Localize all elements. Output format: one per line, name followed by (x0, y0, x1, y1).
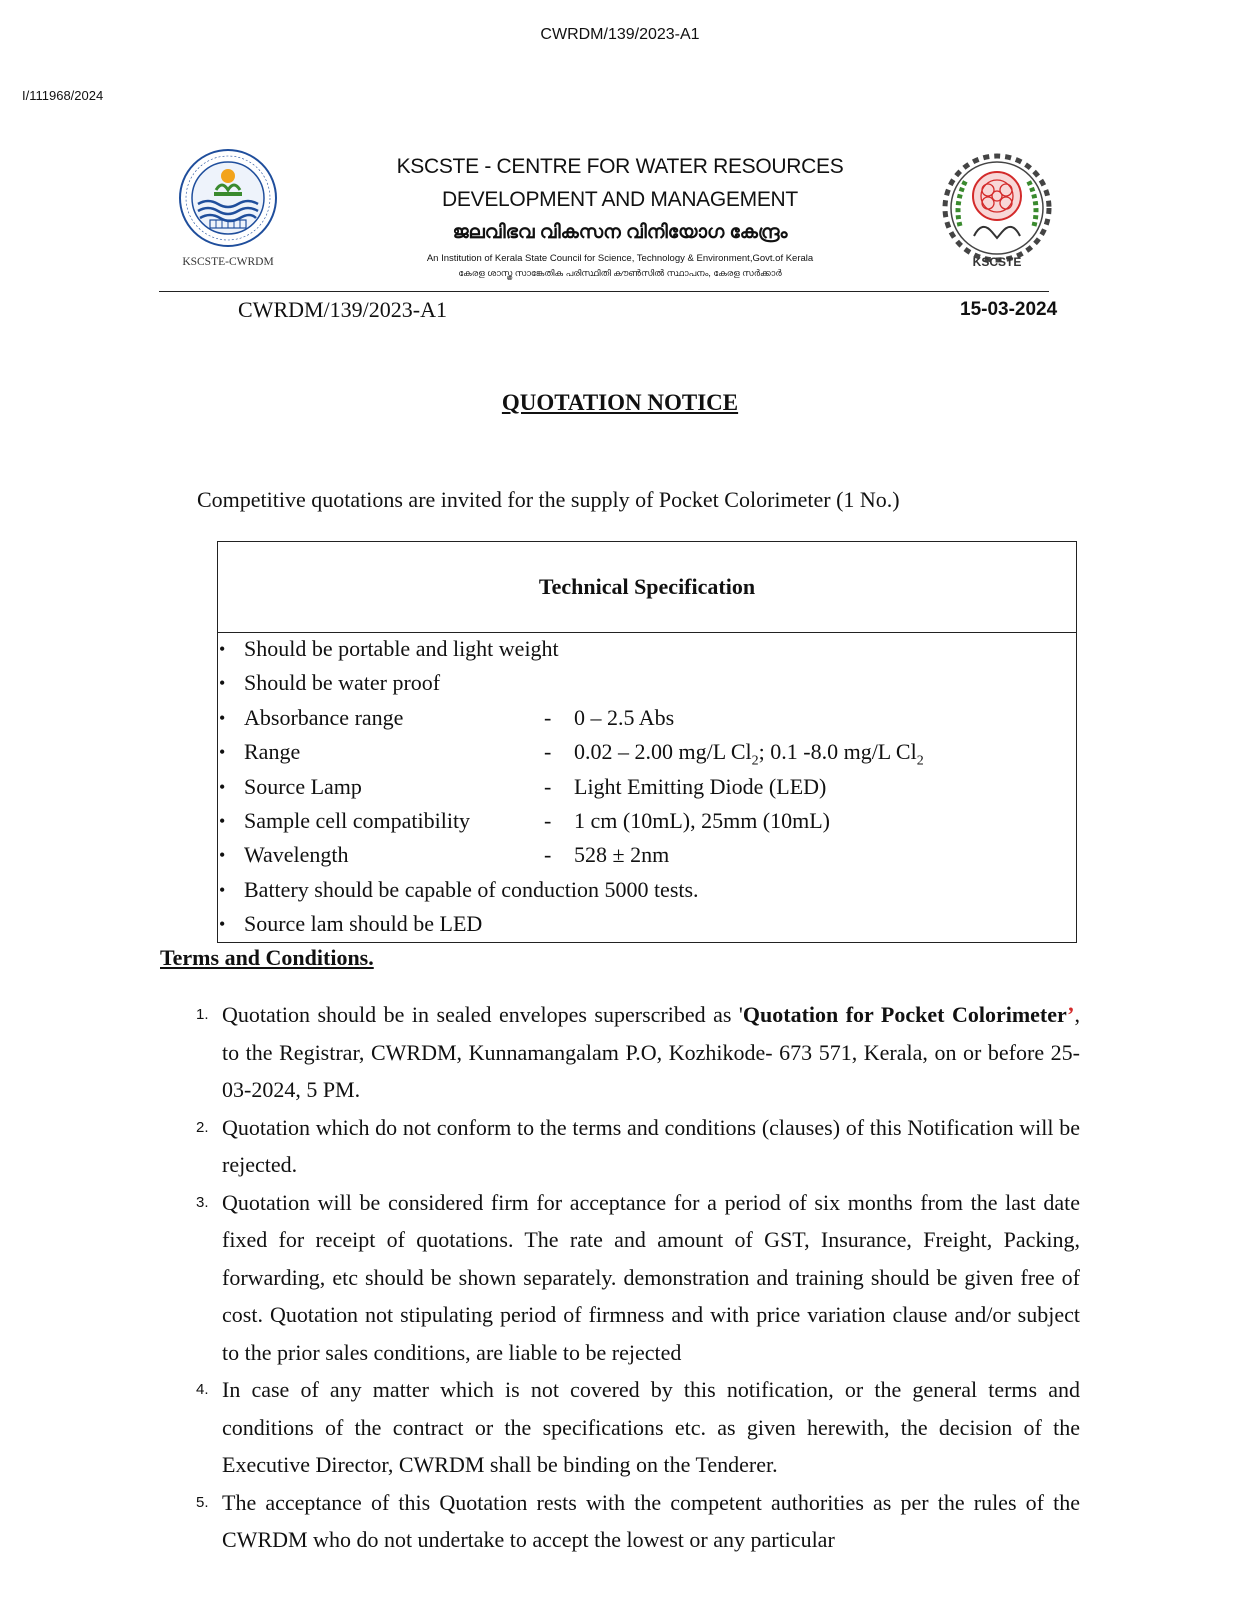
spec-dash: - (544, 842, 552, 868)
notice-date: 15-03-2024 (960, 299, 1058, 320)
term-text: In case of any matter which is not covered by this notification, or the general terms and conditions of the contract or the specifications etc. as given herewith, the decision of the Executive Director, CWRDM shall be binding on the Tenderer. (222, 1377, 1080, 1477)
kscste-logo-caption: KSCSTE (972, 255, 1022, 269)
spec-source-led: Source lam should be LED (244, 911, 483, 937)
term-number: 3. (196, 1193, 209, 1211)
spec-item (218, 874, 1076, 908)
spec-waterproof: Should be water proof (244, 670, 441, 696)
spec-lamp-label: Source Lamp (244, 773, 362, 799)
reference-number: CWRDM/139/2023-A1 (238, 297, 447, 322)
term-number: 2. (196, 1118, 209, 1136)
spec-absorbance-label: Absorbance range (244, 704, 404, 730)
spec-dash: - (544, 739, 552, 765)
term-item (196, 1184, 1080, 1372)
term1-text-a: Quotation should be in sealed envelopes superscribed as ' (222, 1002, 743, 1027)
range-sub-b: 2 (916, 753, 924, 769)
bullet-icon: • (219, 639, 226, 659)
bullet-icon: • (219, 742, 226, 763)
term-number: 4. (196, 1381, 209, 1398)
cwrdm-logo (176, 146, 280, 270)
terms-heading: Terms and Conditions. (160, 945, 374, 970)
bullet-icon: • (219, 673, 226, 694)
spec-item (218, 633, 1076, 667)
bullet-icon: • (219, 845, 226, 866)
cwrdm-logo-caption: KSCSTE-CWRDM (182, 256, 274, 268)
spec-absorbance-value: 0 – 2.5 Abs (574, 704, 675, 730)
term1-closing-quote: ’ (1067, 1002, 1075, 1027)
spec-dash: - (544, 773, 552, 799)
spec-wavelength-value: 528 ± 2nm (574, 842, 670, 868)
specification-table (217, 541, 1077, 943)
spec-item (218, 908, 1076, 942)
spec-portable: Should be portable and light weight (244, 636, 559, 661)
range-value-b: ; 0.1 -8.0 mg/L Cl (758, 739, 917, 765)
specification-list (218, 633, 1076, 943)
term-text: Quotation which do not conform to the terms and conditions (clauses) of this Notification will be rejected. (222, 1114, 1080, 1177)
term1-text-b: , to the Registrar, CWRDM, Kunnamangalam P.O, Kozhikode- 673 571, Kerala, on or before 25-03-2024, 5 PM. (222, 1002, 1080, 1102)
spec-item (218, 805, 1076, 839)
term-text: The acceptance of this Quotation rests with the competent authorities as per the rules of the CWRDM who do not undertake to accept the lowest or any particular (222, 1489, 1080, 1552)
bullet-icon: • (219, 914, 226, 935)
top-reference: CWRDM/139/2023-A1 (540, 26, 700, 43)
spec-cell-value: 1 cm (10mL), 25mm (10mL) (574, 807, 831, 833)
terms-list (196, 996, 1080, 1559)
cwrdm-emblem-icon (176, 146, 280, 270)
bullet-icon: • (219, 810, 226, 831)
spec-item (218, 702, 1076, 736)
term-number: 5. (196, 1493, 209, 1511)
spec-item (218, 771, 1076, 805)
kscste-emblem-icon (936, 148, 1058, 276)
term-item (196, 996, 1080, 1109)
header-divider (159, 291, 1049, 292)
institution-line-malayalam: കേരള ശാസ്ത്ര സാങ്കേതിക പരിസ്ഥിതി കൗൺസിൽ സ്ഥാപനം, കേരള സർക്കാർ (458, 268, 782, 278)
org-name-line1: KSCSTE - CENTRE FOR WATER RESOURCES (396, 155, 844, 178)
org-name-malayalam: ജലവിഭവ വികസന വിനിയോഗ കേന്ദ്രം (452, 222, 788, 243)
spec-cell-label: Sample cell compatibility (244, 807, 471, 833)
range-sub-a: 2 (751, 753, 759, 769)
bullet-icon: • (219, 707, 226, 728)
term-text: Quotation will be considered firm for acceptance for a period of six months from the last date fixed for receipt of quotations. The rate and amount of GST, Insurance, Freight, Packing, forwarding, etc should be shown separately. demonstration and training should be given free of cost. Quotation not stipulating period of firmness and with price variation clause and/or subject to the prior sales conditions, are liable to be rejected (222, 1189, 1080, 1365)
notice-title: QUOTATION NOTICE (501, 390, 739, 415)
institution-line: An Institution of Kerala State Council for Science, Technology & Environment,Govt.of Kerala (426, 253, 814, 264)
spec-range-label: Range (244, 739, 301, 765)
org-name-line2: DEVELOPMENT AND MANAGEMENT (442, 188, 798, 211)
term-item (196, 1109, 1080, 1184)
specification-heading: Technical Specification (218, 542, 1076, 633)
inward-number: I/111968/2024 (22, 88, 104, 103)
organisation-header (360, 150, 880, 280)
spec-battery: Battery should be capable of conduction 5000 tests. (244, 876, 699, 902)
term-item (196, 1484, 1080, 1559)
spec-lamp-value: Light Emitting Diode (LED) (574, 773, 827, 799)
spec-dash: - (544, 807, 552, 833)
kscste-logo (936, 148, 1058, 276)
bullet-icon: • (219, 776, 226, 797)
spec-item (218, 736, 1076, 770)
spec-item (218, 667, 1076, 701)
spec-item (218, 839, 1076, 873)
term-item (196, 1371, 1080, 1484)
bullet-icon: • (219, 879, 226, 900)
term-number: 1. (196, 1006, 209, 1023)
term1-bold-subject: Quotation for Pocket Colorimeter (742, 1002, 1068, 1027)
spec-dash: - (544, 704, 552, 730)
spec-wavelength-label: Wavelength (244, 842, 349, 868)
range-value-a: 0.02 – 2.00 mg/L Cl (574, 739, 752, 765)
term-text (222, 996, 1080, 1109)
notice-intro: Competitive quotations are invited for the supply of Pocket Colorimeter (1 No.) (197, 487, 900, 512)
